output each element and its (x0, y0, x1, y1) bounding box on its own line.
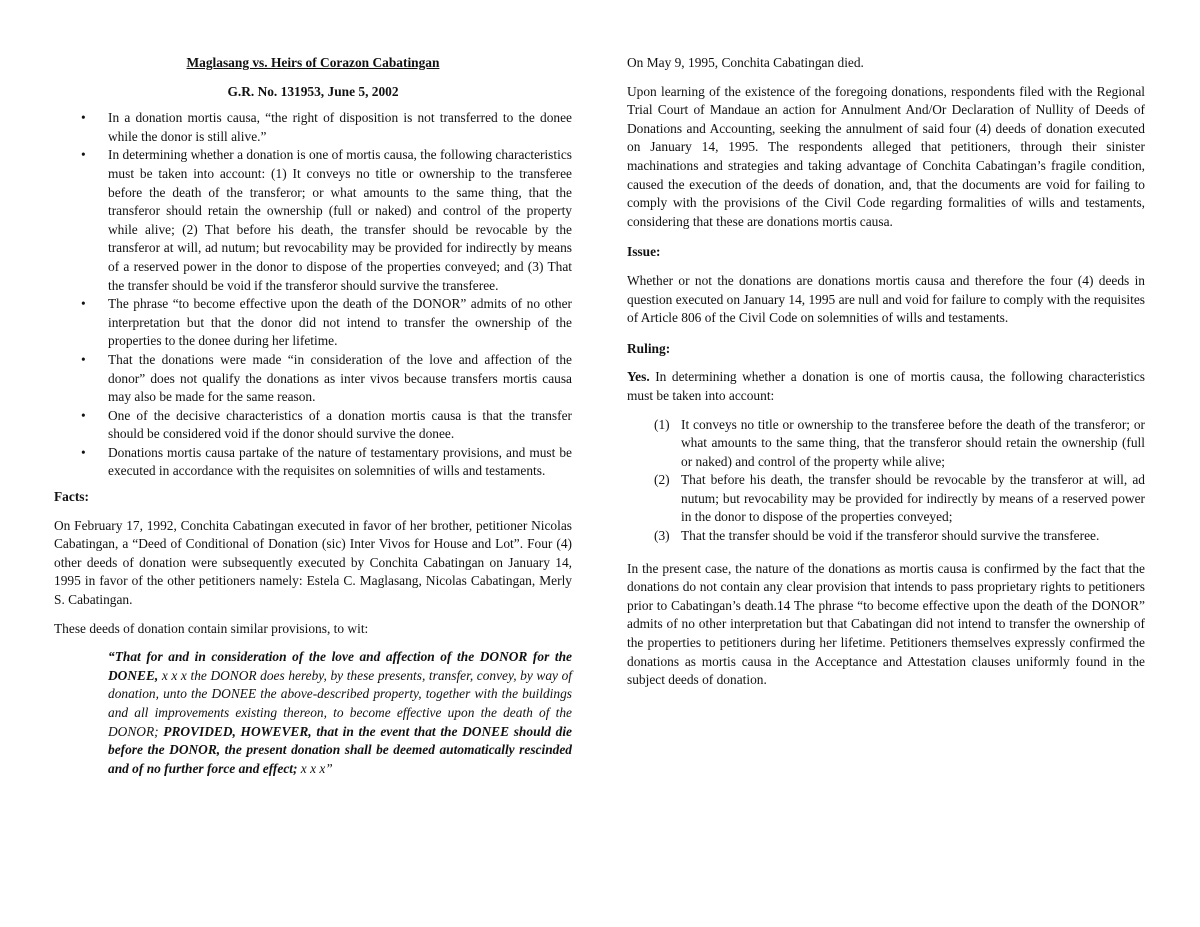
doctrine-item (54, 351, 572, 407)
doctrine-item (54, 146, 572, 295)
facts-paragraph: On February 17, 1992, Conchita Cabatingan executed in favor of her brother, petitioner Nicolas Cabatingan, a “Deed of Conditional of Donation (sic) Inter Vivos for House and Lot”. Four (4) other deeds of donation were subsequently executed by Conchita Cabatingan on January 14, 1995 in favor of the other petitioners namely: Estela C. Maglasang, Nicolas Cabatingan, Merly S. Cabatingan. (54, 517, 572, 608)
issue-heading: Issue: (627, 244, 661, 260)
doctrine-list (54, 109, 572, 481)
characteristic-text: That the transfer should be void if the transferor should survive the transferee. (681, 528, 1100, 544)
doctrine-item (54, 295, 572, 351)
characteristic-item (627, 471, 1145, 527)
present-case-paragraph: In the present case, the nature of the donations as mortis causa is confirmed by the fact that the donations do not contain any clear provision that intends to pass proprietary rights to petitioners prior to Cabatingan’s death.14 The phrase “to become effective upon the death of the DONOR” admits of no other interpretation but that Cabatingan did not intend to transfer the ownership of the properties to petitioners during her lifetime. Petitioners themselves expressly confirmed the donations as mortis causa in the Acceptance and Attestation clauses uniformly found in the subject deeds of donation. (627, 560, 1145, 688)
case-title: Maglasang vs. Heirs of Corazon Cabatingan (186, 55, 440, 70)
bullet-icon: • (81, 444, 86, 460)
quote-bold-part: “That for and in consideration of the love and affection of the DONOR for the DONEE, (108, 649, 572, 683)
case-citation: G.R. No. 131953, June 5, 2002 (227, 83, 399, 99)
bullet-icon: • (81, 296, 86, 312)
doctrine-item (54, 407, 572, 444)
right-column (627, 54, 1145, 690)
quote-bold-part: PROVIDED, HOWEVER, that in the event that the DONEE should die before the DONOR, the present donation shall be deemed automatically rescinded and of no further force and effect; (108, 723, 572, 776)
ruling-heading: Ruling: (627, 340, 671, 356)
doctrine-text: That the donations were made “in consideration of the love and affection of the donor” does not qualify the donations as inter vivos because transfers mortis causa may also be made for the same reason. (108, 351, 572, 405)
doctrine-text: The phrase “to become effective upon the death of the DONOR” admits of no other interpretation but that the donor did not intend to transfer the ownership of the properties to the donee during her lifetime. (108, 296, 572, 349)
bullet-icon: • (81, 407, 86, 423)
item-number: (3) (654, 528, 670, 544)
deed-quote (108, 648, 572, 778)
ruling-intro (627, 368, 1145, 405)
characteristic-item (627, 416, 1145, 472)
item-number: (2) (654, 472, 670, 488)
doctrine-item (54, 109, 572, 146)
characteristic-item (627, 527, 1145, 546)
doctrine-text: One of the decisive characteristics of a donation mortis causa is that the transfer should be considered void if the donor should survive the donee. (108, 407, 572, 442)
characteristic-text: It conveys no title or ownership to the transferee before the death of the transferor; or what amounts to the same thing, that the transferor should retain the ownership (full or naked) and control of the property while alive; (681, 416, 1145, 469)
ruling-intro-text: In determining whether a donation is one of mortis causa, the following characteristics must be taken into account: (627, 369, 1145, 403)
doctrine-item (54, 444, 572, 481)
quote-part: x x x” (297, 760, 333, 776)
quote-part: x x x the DONOR does hereby, by these presents, transfer, convey, by way of donation, unto the DONEE the above-described property, together with the buildings and all improvements existing thereon, to become effective upon the death of the DONOR; (108, 667, 572, 739)
characteristic-text: That before his death, the transfer should be revocable by the transferor at will, ad nutum; but revocability may be provided for indirectly by means of a reserved power in the donor to dispose of the properties conveyed; (681, 472, 1145, 525)
facts-heading: Facts: (54, 489, 89, 505)
doctrine-text: In a donation mortis causa, “the right of disposition is not transferred to the donee while the donor is still alive.” (108, 110, 572, 144)
doctrine-text: Donations mortis causa partake of the nature of testamentary provisions, and must be executed in accordance with the requisites on solemnities of wills and testaments. (108, 444, 572, 479)
bullet-icon: • (81, 110, 86, 126)
bullet-icon: • (81, 147, 86, 163)
item-number: (1) (654, 416, 670, 432)
ruling-yes: Yes. (627, 369, 650, 385)
characteristics-list (627, 416, 1145, 546)
bullet-icon: • (81, 351, 86, 367)
death-paragraph: On May 9, 1995, Conchita Cabatingan died. (627, 55, 864, 70)
action-paragraph: Upon learning of the existence of the foregoing donations, respondents filed with the Regional Trial Court of Mandaue an action for Annulment And/Or Declaration of Nullity of Deeds of Donations and Accounting, seeking the annulment of said four (4) deeds of donation executed on January 14, 1995. The respondents alleged that petitioners, through their sinister machinations and strategies and taking advantage of Conchita Cabatingan’s fragile condition, caused the execution of the deeds of donation, and, that the documents are void for failing to comply with the provisions of the Civil Code regarding formalities of wills and testaments, considering that these are donations mortis causa. (627, 83, 1145, 229)
doctrine-text: In determining whether a donation is one of mortis causa, the following characteristics must be taken into account: (1) It conveys no title or ownership to the transferee before the death of the transferor; or what amounts to the same thing, that the transferor should retain the ownership (full or naked) and control of the property while alive; (2) That before his death, the transfer should be revocable by the transferor at will, ad nutum; but revocability may be provided for indirectly by means of a reserved power in the donor to dispose of the properties conveyed; and (3) That the transfer should be void if the transferor should survive the transferee. (108, 147, 572, 293)
issue-paragraph: Whether or not the donations are donations mortis causa and therefore the four (4) deeds in question executed on January 14, 1995 are null and void for failure to comply with the requisites of Article 806 of the Civil Code on solemnities of wills and testaments. (627, 272, 1146, 326)
provisions-intro: These deeds of donation contain similar provisions, to wit: (54, 620, 369, 636)
left-column (54, 54, 572, 778)
